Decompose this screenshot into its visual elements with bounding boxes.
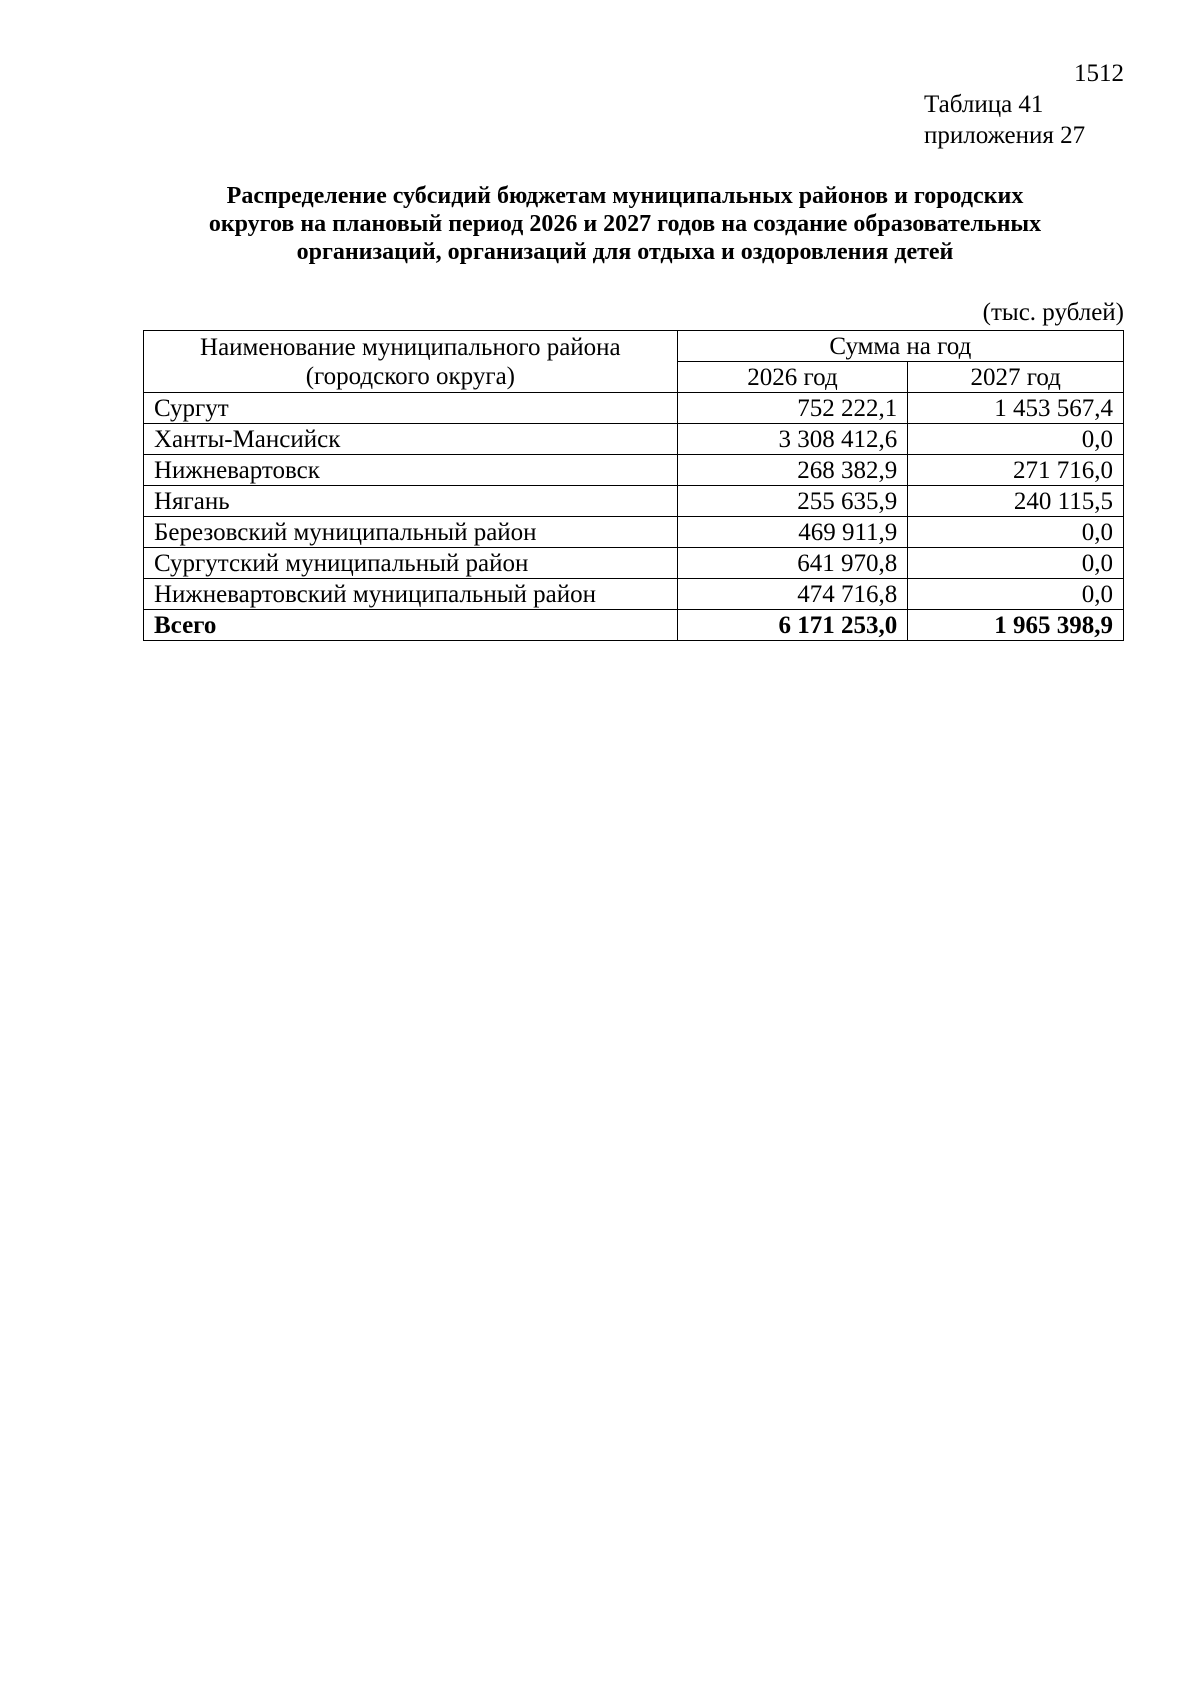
page-number: 1512 [1074, 60, 1124, 87]
document-title [130, 182, 1120, 266]
row-value-2027: 240 115,5 [908, 486, 1124, 517]
row-value-2026: 3 308 412,6 [677, 424, 908, 455]
header-name-column [144, 331, 678, 393]
row-value-2026: 641 970,8 [677, 548, 908, 579]
row-value-2027: 1 453 567,4 [908, 393, 1124, 424]
row-value-2027: 0,0 [908, 579, 1124, 610]
row-value-2027: 271 716,0 [908, 455, 1124, 486]
table-row [144, 517, 1124, 548]
table-row [144, 455, 1124, 486]
title-line-3: организаций, организаций для отдыха и оздоровления детей [296, 239, 954, 265]
document-header [924, 58, 1124, 151]
table-row [144, 579, 1124, 610]
row-value-2026: 268 382,9 [677, 455, 908, 486]
row-value-2026: 474 716,8 [677, 579, 908, 610]
table-row [144, 548, 1124, 579]
table-header-row [144, 331, 1124, 362]
row-value-2026: 255 635,9 [677, 486, 908, 517]
row-value-2027: 0,0 [908, 517, 1124, 548]
table-row [144, 424, 1124, 455]
row-name: Сургут [144, 393, 678, 424]
appendix-reference: приложения 27 [924, 122, 1086, 149]
table-row [144, 486, 1124, 517]
row-name: Нягань [144, 486, 678, 517]
row-value-2026: 752 222,1 [677, 393, 908, 424]
row-name: Сургутский муниципальный район [144, 548, 678, 579]
header-sum: Сумма на год [677, 331, 1123, 362]
title-line-1: Распределение субсидий бюджетам муниципальных районов и городских [226, 183, 1024, 209]
title-line-2: округов на плановый период 2026 и 2027 годов на создание образовательных [208, 211, 1042, 237]
total-label: Всего [144, 610, 678, 641]
row-name: Ханты-Мансийск [144, 424, 678, 455]
total-row [144, 610, 1124, 641]
header-year-2026: 2026 год [677, 362, 908, 393]
header-name-line-1: Наименование муниципального района [200, 333, 621, 361]
row-value-2027: 0,0 [908, 548, 1124, 579]
header-year-2027: 2027 год [908, 362, 1124, 393]
total-value-2026: 6 171 253,0 [677, 610, 908, 641]
table-row [144, 393, 1124, 424]
row-value-2026: 469 911,9 [677, 517, 908, 548]
table-reference: Таблица 41 [924, 91, 1044, 118]
row-value-2027: 0,0 [908, 424, 1124, 455]
units-label: (тыс. рублей) [982, 299, 1124, 326]
subsidy-table [143, 330, 1124, 641]
total-value-2027: 1 965 398,9 [908, 610, 1124, 641]
row-name: Березовский муниципальный район [144, 517, 678, 548]
header-name-line-2: (городского округа) [305, 362, 515, 390]
row-name: Нижневартовский муниципальный район [144, 579, 678, 610]
row-name: Нижневартовск [144, 455, 678, 486]
